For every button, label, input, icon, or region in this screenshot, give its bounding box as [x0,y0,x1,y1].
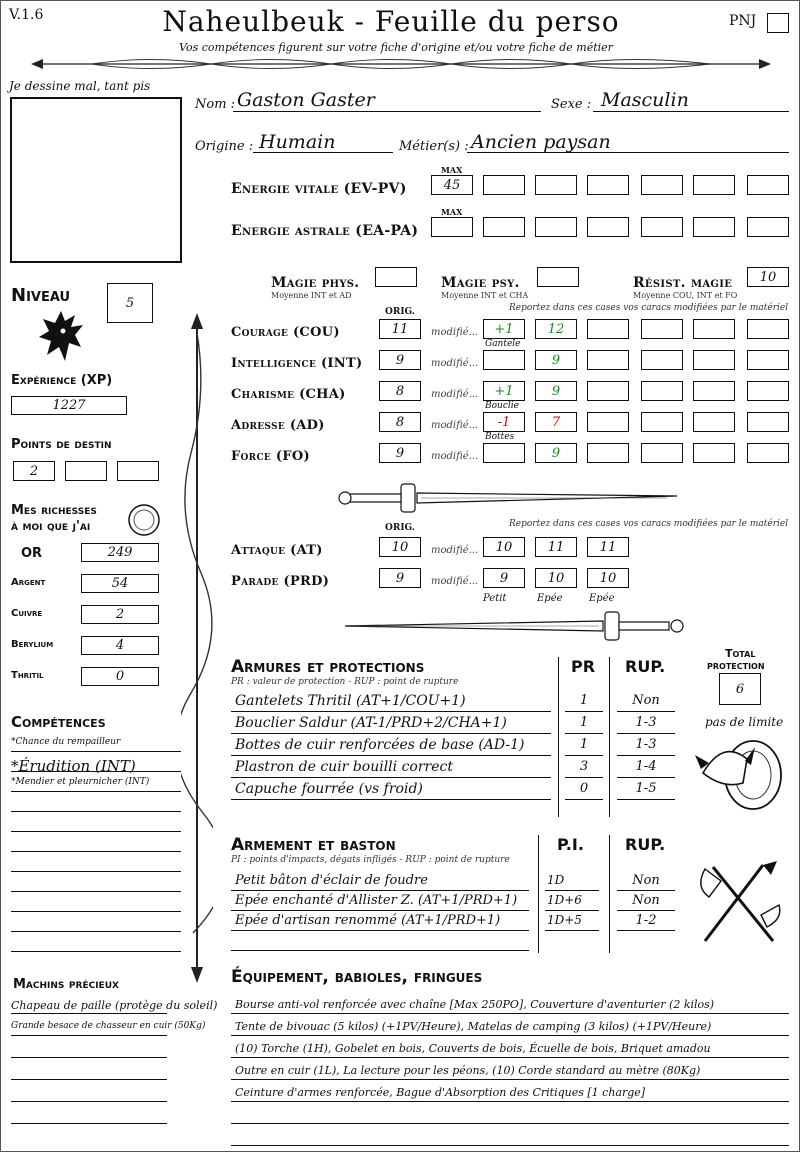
precieux-line[interactable] [11,1035,167,1036]
carac-orig-box[interactable]: 11 [379,319,421,339]
limit-note: pas de limite [705,715,784,729]
equipement-item: Bourse anti-vol renforcée avec chaîne [Max 250PO], Couverture d'aventurier (2 kilos) [235,998,715,1011]
equipement-line[interactable] [231,1013,789,1014]
richesses-label-1: Mes richesses [11,503,97,518]
combat-mod-box-3[interactable]: 11 [587,537,629,557]
total-protection-label-1: Total [725,647,756,660]
pnj-checkbox[interactable] [767,13,789,33]
carac-mod-box-6[interactable] [747,381,789,401]
ea-box-1[interactable] [483,217,525,237]
carac-mod-box-6[interactable] [747,319,789,339]
armure-rup-line[interactable] [617,799,675,800]
carac-mod-box-4[interactable] [641,319,683,339]
arme-line[interactable] [231,890,529,891]
total-protection-box[interactable]: 6 [719,673,761,705]
magie-phys-note: Moyenne INT et AD [271,291,352,300]
magie-phys-box[interactable] [375,267,417,287]
carac-orig-label: ORIG. [385,307,416,317]
xp-label: Expérience (XP) [11,373,113,388]
arme-rup: 1-2 [635,913,657,928]
carac-mod-note: Bouclie [485,401,519,411]
sheet-subtitle: Vos compétences figurent sur votre fiche d'origine et/ou votre fiche de métier [179,41,613,54]
destin-box-3[interactable] [117,461,159,481]
sheet-title: Naheulbeuk - Feuille du perso [162,5,620,38]
carac-mod-box-1[interactable]: +1 [483,319,525,339]
magie-psy-label: Magie psy. [441,275,520,291]
equipement-item: Tente de bivouac (5 kilos) (+1PV/Heure), Matelas de camping (3 kilos) (+1PV/Heure) [235,1020,712,1033]
carac-mod-box-5[interactable] [693,350,735,370]
armure-rup: 1-3 [635,715,657,730]
equipement-line[interactable] [231,1101,789,1102]
metier-value: Ancien paysan [471,131,611,153]
carac-orig-box[interactable]: 9 [379,443,421,463]
carac-mod-box-1[interactable]: -1 [483,412,525,432]
arme-line[interactable] [231,930,529,931]
carac-orig-box[interactable]: 8 [379,381,421,401]
armement-col-pi: P.I. [557,835,584,854]
armure-pr-line[interactable] [565,799,603,800]
armure-rup: 1-3 [635,737,657,752]
competence-line[interactable] [11,831,181,832]
dragon-icon [35,307,87,365]
armure-rup-line[interactable] [617,755,675,756]
armures-note: PR : valeur de protection - RUP : point de rupture [231,677,459,687]
magie-psy-note: Moyenne INT et CHA [441,291,529,300]
combat-orig-box[interactable]: 10 [379,537,421,557]
combat-mod-box-2[interactable]: 10 [535,568,577,588]
armement-title: Armement et baston [231,835,396,855]
nom-field[interactable] [233,111,541,112]
carac-mod-box-1[interactable]: +1 [483,381,525,401]
arme-pi: 1D+5 [547,913,582,927]
armement-divider-1 [538,835,539,953]
origine-label: Origine : [195,139,254,154]
resist-magie-label: Résist. magie [633,275,733,291]
armement-col-rup: RUP. [625,835,666,854]
carac-mod-box-2[interactable]: 9 [535,381,577,401]
armures-divider-2 [609,657,610,817]
armure-name: Capuche fourrée (vs froid) [235,781,423,797]
ea-box-6[interactable] [747,217,789,237]
modifie-label: modifié... [431,451,479,462]
armure-rup-line[interactable] [617,733,675,734]
carac-mod-box-3[interactable] [587,319,629,339]
armures-col-rup: RUP. [625,657,666,676]
carac-mod-box-4[interactable] [641,443,683,463]
precieux-line[interactable] [11,1057,167,1058]
arme-line[interactable] [231,910,529,911]
arme-pi-line[interactable] [545,890,599,891]
carac-mod-box-3[interactable] [587,443,629,463]
ea-box-4[interactable] [641,217,683,237]
armure-name: Plastron de cuir bouilli correct [235,759,453,775]
precieux-line[interactable] [11,1013,167,1014]
sexe-label: Sexe : [551,97,592,112]
wealth-label: Berylium [11,639,54,650]
ev-box-1[interactable] [483,175,525,195]
armure-rup: 1-5 [635,781,657,796]
competence-item: *Mendier et pleurnicher (INT) [11,777,150,787]
carac-mod-box-2[interactable]: 7 [535,412,577,432]
carac-mod-box-4[interactable] [641,381,683,401]
competence-item: *Érudition (INT) [11,757,136,775]
wealth-value-box[interactable]: 4 [81,636,159,655]
arme-name: Epée d'artisan renommé (AT+1/PRD+1) [235,913,501,928]
carac-mod-box-5[interactable] [693,412,735,432]
armement-divider-2 [609,835,610,953]
carac-mod-box-3[interactable] [587,412,629,432]
carac-mod-box-2[interactable]: 9 [535,443,577,463]
carac-mod-note: Bottes [485,432,515,442]
combat-mod-box-2[interactable]: 11 [535,537,577,557]
armure-pr-line[interactable] [565,755,603,756]
armure-pr-line[interactable] [565,711,603,712]
wealth-value-box[interactable]: 54 [81,574,159,593]
sexe-value: Masculin [601,89,689,111]
carac-label: Charisme (CHA) [231,387,346,402]
armures-col-pr: PR [571,657,596,676]
arme-pi: 1D [547,873,565,887]
ea-box-5[interactable] [693,217,735,237]
wealth-label: Argent [11,577,46,588]
combat-orig-label: ORIG. [385,523,416,533]
armement-note: PI : points d'impacts, dégats infligés - RUP : point de rupture [231,855,510,865]
helmet-shield-icon [695,729,785,813]
ev-box-6[interactable] [747,175,789,195]
ev-box-3[interactable] [587,175,629,195]
pnj-label: PNJ [729,13,757,29]
origine-value: Humain [259,131,336,153]
armure-line[interactable] [231,777,551,778]
sword-ornament-top [337,481,687,515]
equipement-line[interactable] [231,1145,789,1146]
combat-orig-box[interactable]: 9 [379,568,421,588]
carac-note: Reportez dans ces cases vos caracs modifiées par le matériel [509,303,789,313]
arme-rup: Non [632,893,660,908]
combat-col-note-3: Epée [589,593,615,604]
modifie-label: modifié... [431,327,479,338]
portrait-box[interactable] [10,97,182,263]
equipement-line[interactable] [231,1057,789,1058]
carac-mod-box-4[interactable] [641,412,683,432]
carac-mod-box-3[interactable] [587,350,629,370]
competence-line[interactable] [11,871,181,872]
armure-rup: 1-4 [635,759,657,774]
wealth-label: Cuivre [11,608,43,619]
armure-line[interactable] [231,755,551,756]
competence-line[interactable] [11,891,181,892]
armure-pr: 1 [579,693,589,708]
nom-label: Nom : [195,97,236,112]
carac-orig-box[interactable]: 9 [379,350,421,370]
carac-mod-box-2[interactable]: 12 [535,319,577,339]
precieux-title: Machins précieux [13,977,119,992]
carac-mod-box-2[interactable]: 9 [535,350,577,370]
equipement-line[interactable] [231,1035,789,1036]
ev-box-2[interactable] [535,175,577,195]
equipement-item: Outre en cuir (1L), La lecture pour les péons, (10) Corde standard au mètre (80Kg) [235,1064,701,1077]
title-ornament [31,53,771,75]
armure-rup-line[interactable] [617,711,675,712]
ev-box-4[interactable] [641,175,683,195]
armure-line[interactable] [231,799,551,800]
equipement-line[interactable] [231,1079,789,1080]
armure-name: Bouclier Saldur (AT-1/PRD+2/CHA+1) [235,715,507,731]
armures-title: Armures et protections [231,657,425,677]
staff-ornament [181,313,213,983]
niveau-label: Niveau [11,285,71,306]
precieux-item: Grande besace de chasseur en cuir (50Kg) [11,1021,206,1031]
wealth-label: OR [21,546,43,561]
destin-box-1[interactable]: 2 [13,461,55,481]
combat-mod-box-1[interactable]: 10 [483,537,525,557]
carac-mod-box-5[interactable] [693,443,735,463]
competence-line[interactable] [11,791,181,792]
carac-mod-note: Gantele [485,339,521,349]
portrait-caption: Je dessine mal, tant pis [9,79,151,93]
carac-label: Force (FO) [231,449,310,464]
carac-mod-box-6[interactable] [747,350,789,370]
modifie-label: modifié... [431,389,479,400]
ea-max-box[interactable] [431,217,473,237]
arme-rup-line[interactable] [617,910,675,911]
combat-mod-box-3[interactable]: 10 [587,568,629,588]
carac-mod-box-1[interactable] [483,443,525,463]
sexe-field[interactable] [593,111,789,112]
modifie-label: modifié... [431,420,479,431]
wealth-value-box[interactable]: 0 [81,667,159,686]
armure-pr: 1 [579,737,589,752]
competence-line[interactable] [11,911,181,912]
combat-col-note-2: Epée [537,593,563,604]
carac-mod-box-3[interactable] [587,381,629,401]
ea-label: Energie astrale (EA-PA) [231,223,419,239]
metier-label: Métier(s) : [399,139,469,154]
magie-phys-label: Magie phys. [271,275,360,291]
carac-mod-box-5[interactable] [693,319,735,339]
ev-max-label: MAX [441,165,463,175]
total-protection-label-2: protection [707,659,765,672]
competence-line[interactable] [11,811,181,812]
equipement-line[interactable] [231,1123,789,1124]
modifie-label: modifié... [431,576,479,587]
armure-pr-line[interactable] [565,777,603,778]
precieux-line[interactable] [11,1101,167,1102]
arme-line[interactable] [231,950,529,951]
armure-line[interactable] [231,711,551,712]
armure-pr: 1 [579,715,589,730]
competence-line[interactable] [11,751,181,752]
arme-rup: Non [632,873,660,888]
niveau-box[interactable]: 5 [107,283,153,323]
resist-magie-note: Moyenne COU, INT et FO [633,291,738,300]
equipement-item: (10) Torche (1H), Gobelet en bois, Couverts de bois, Écuelle de bois, Briquet amadou [235,1042,711,1055]
precieux-line[interactable] [11,1079,167,1080]
arme-rup-line[interactable] [617,930,675,931]
modifie-label: modifié... [431,358,479,369]
armures-divider-1 [558,657,559,817]
xp-box[interactable]: 1227 [11,396,127,415]
armure-pr: 3 [579,759,589,774]
armure-line[interactable] [231,733,551,734]
equipement-item: Ceinture d'armes renforcée, Bague d'Absorption des Critiques [1 charge] [235,1086,646,1099]
carac-mod-box-6[interactable] [747,412,789,432]
carac-label: Intelligence (INT) [231,356,363,371]
carac-mod-box-1[interactable] [483,350,525,370]
combat-col-note-1: Petit [483,593,507,604]
armure-rup-line[interactable] [617,777,675,778]
carac-mod-box-6[interactable] [747,443,789,463]
nom-value: Gaston Gaster [237,89,375,111]
arme-pi-line[interactable] [545,910,599,911]
ev-label: Energie vitale (EV-PV) [231,181,407,197]
wealth-value-box[interactable]: 2 [81,605,159,624]
ea-box-3[interactable] [587,217,629,237]
precieux-item: Chapeau de paille (protège du soleil) [11,999,218,1012]
combat-label: Parade (PRD) [231,574,330,589]
carac-mod-box-4[interactable] [641,350,683,370]
competence-line[interactable] [11,931,181,932]
armure-rup: Non [632,693,660,708]
ev-box-5[interactable] [693,175,735,195]
arme-name: Petit bâton d'éclair de foudre [235,873,428,888]
wealth-value-box[interactable]: 249 [81,543,159,562]
destin-box-2[interactable] [65,461,107,481]
arme-rup-line[interactable] [617,890,675,891]
ev-max-box[interactable]: 45 [431,175,473,195]
destin-label: Points de destin [11,437,112,452]
arme-pi: 1D+6 [547,893,582,907]
combat-note: Reportez dans ces cases vos caracs modifiées par le matériel [509,519,789,529]
precieux-line[interactable] [11,1123,167,1124]
carac-orig-box[interactable]: 8 [379,412,421,432]
competence-line[interactable] [11,951,181,952]
combat-mod-box-1[interactable]: 9 [483,568,525,588]
ea-box-2[interactable] [535,217,577,237]
coin-icon [127,503,161,537]
version-label: V.1.6 [9,7,44,23]
equipement-title: Équipement, babioles, fringues [231,967,483,987]
armure-name: Gantelets Thritil (AT+1/COU+1) [235,693,466,709]
carac-label: Courage (COU) [231,325,340,340]
modifie-label: modifié... [431,545,479,556]
armure-pr: 0 [579,781,589,796]
richesses-label-2: à moi que j'ai [11,519,91,534]
armure-name: Bottes de cuir renforcées de base (AD-1) [235,737,525,753]
combat-label: Attaque (AT) [231,543,323,558]
ea-max-label: MAX [441,207,463,217]
weapons-icon [691,857,787,947]
arme-name: Epée enchanté d'Allister Z. (AT+1/PRD+1) [235,893,518,908]
competence-item: *Chance du rempailleur [11,737,121,747]
sword-ornament-bottom [341,609,687,643]
armure-pr-line[interactable] [565,733,603,734]
wealth-label: Thritil [11,670,44,681]
carac-label: Adresse (AD) [231,418,325,433]
carac-mod-box-5[interactable] [693,381,735,401]
competence-line[interactable] [11,851,181,852]
resist-magie-box[interactable]: 10 [747,267,789,287]
arme-pi-line[interactable] [545,930,599,931]
magie-psy-box[interactable] [537,267,579,287]
competences-label: Compétences [11,713,106,731]
